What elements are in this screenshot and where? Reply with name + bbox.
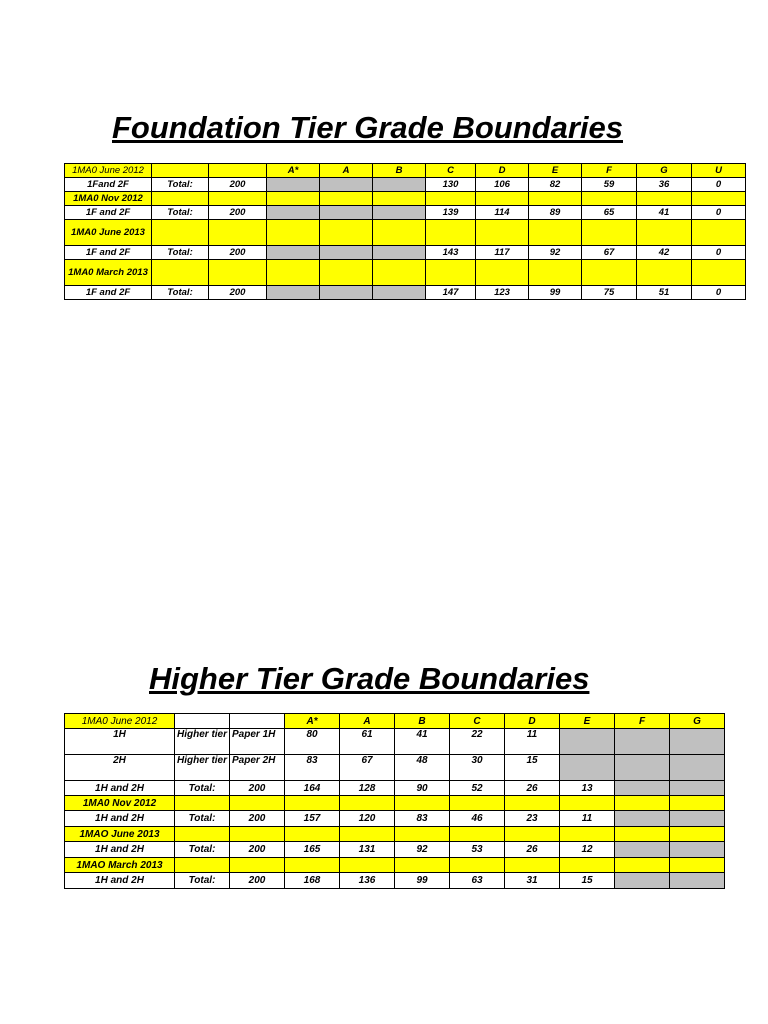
section-row: 1MA0 Nov 2012	[65, 796, 725, 811]
higher-title: Higher Tier Grade Boundaries	[149, 661, 590, 696]
table-row: 1F and 2F Total: 200 139 114 89 65 41 0	[65, 206, 746, 220]
table-row: 2H Higher tier Paper 2H 83 67 48 30 15	[65, 755, 725, 781]
section-row: 1MAO June 2013	[65, 827, 725, 842]
header-cell: F	[615, 714, 670, 729]
header-cell: E	[560, 714, 615, 729]
header-cell: A	[320, 164, 373, 178]
table-row: 1Fand 2F Total: 200 130 106 82 59 36 0	[65, 178, 746, 192]
header-cell: C	[426, 164, 476, 178]
table-row: 1H and 2H Total: 200 157 120 83 46 23 11	[65, 811, 725, 827]
header-cell: B	[395, 714, 450, 729]
header-cell: D	[476, 164, 529, 178]
header-cell: G	[637, 164, 692, 178]
table-row: 1H Higher tier Paper 1H 80 61 41 22 11	[65, 729, 725, 755]
table-row: 1H and 2H Total: 200 164 128 90 52 26 13	[65, 781, 725, 796]
header-cell: B	[373, 164, 426, 178]
table-row: 1H and 2H Total: 200 165 131 92 53 26 12	[65, 842, 725, 858]
header-cell: E	[529, 164, 582, 178]
header-cell: 1MA0 June 2012	[65, 164, 152, 178]
section-row: 1MA0 March 2013	[65, 260, 746, 286]
section-row: 1MA0 June 2013	[65, 220, 746, 246]
header-cell: F	[582, 164, 637, 178]
higher-table	[64, 713, 725, 889]
header-cell: A*	[267, 164, 320, 178]
header-cell: C	[450, 714, 505, 729]
foundation-table	[64, 163, 746, 300]
header-cell: 1MA0 June 2012	[65, 714, 175, 729]
table-header-row	[65, 164, 746, 178]
header-cell: A*	[285, 714, 340, 729]
table-row: 1H and 2H Total: 200 168 136 99 63 31 15	[65, 873, 725, 889]
table-row: 1F and 2F Total: 200 147 123 99 75 51 0	[65, 286, 746, 300]
section-row: 1MA0 Nov 2012	[65, 192, 746, 206]
header-cell: U	[692, 164, 746, 178]
header-cell: D	[505, 714, 560, 729]
foundation-title: Foundation Tier Grade Boundaries	[112, 110, 623, 145]
section-row: 1MAO March 2013	[65, 858, 725, 873]
table-row: 1F and 2F Total: 200 143 117 92 67 42 0	[65, 246, 746, 260]
table-header-row	[65, 714, 725, 729]
header-cell: A	[340, 714, 395, 729]
header-cell: G	[670, 714, 725, 729]
